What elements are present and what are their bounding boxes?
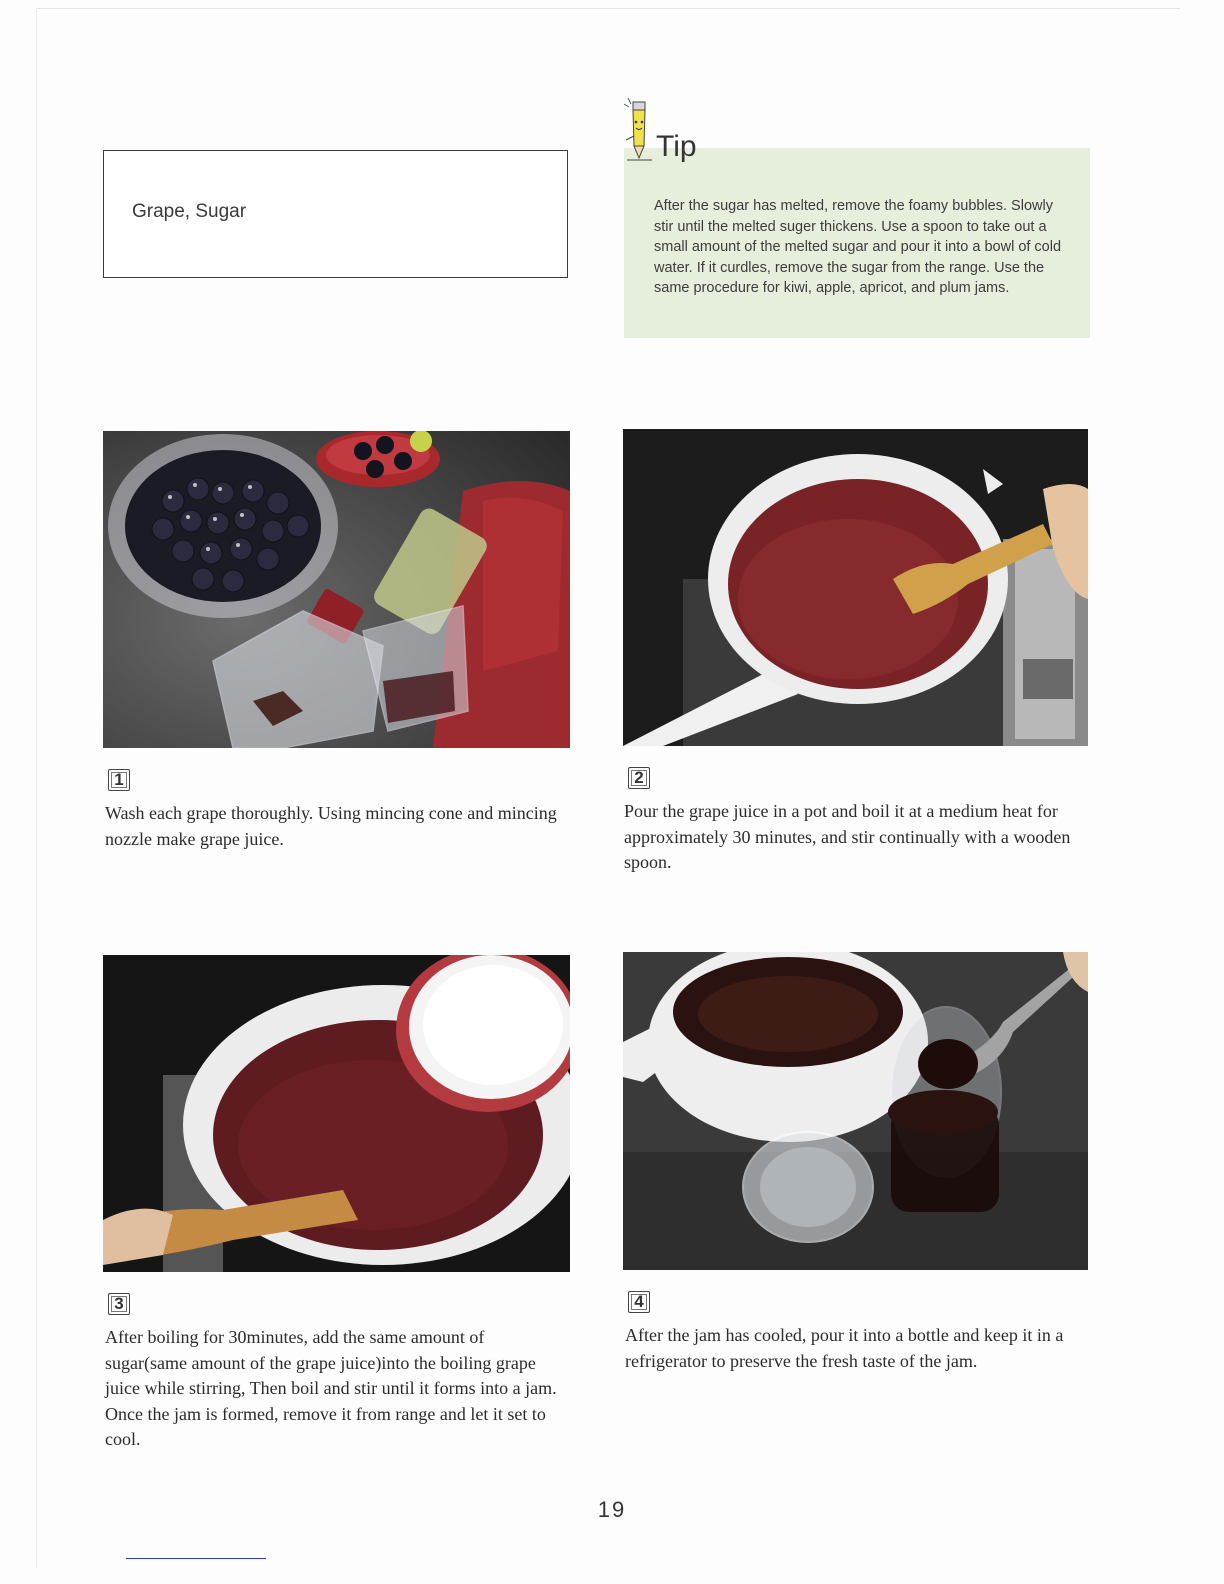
step-3-text: After boiling for 30minutes, add the same amount of sugar(same amount of the grape juice)into the boiling grape juice while stirring, Then boil and stir until it forms into a jam. Once the jam is formed, remove it from range and let it set to cool. [105, 1327, 557, 1449]
step-1-photo [103, 431, 570, 748]
tip-block [622, 96, 1092, 341]
step-4-text: After the jam has cooled, pour it into a bottle and keep it in a refrigerator to preserve the fresh taste of the jam. [625, 1325, 1064, 1371]
footer-rule [126, 1558, 266, 1559]
tip-title: Tip [656, 130, 697, 163]
page-edge-left [36, 8, 37, 1568]
step-2-number: 2 [628, 767, 650, 789]
page-edge-top [36, 8, 1180, 9]
ingredients-box [103, 150, 568, 278]
step-2-photo [623, 429, 1088, 746]
step-3-number: 3 [108, 1293, 130, 1315]
step-2-text: Pour the grape juice in a pot and boil it at a medium heat for approximately 30 minutes, and stir continually with a wooden spoon. [624, 801, 1071, 872]
step-1-number: 1 [108, 769, 130, 791]
tip-text: After the sugar has melted, remove the foamy bubbles. Slowly stir until the melted suger thickens. Use a spoon to take out a small amount of the melted sugar and pour it into a bowl of cold water. If it curdles, remove the sugar from the range. Use the same procedure for kiwi, apple, apricot, and plum jams. [654, 198, 1062, 296]
step-4-number: 4 [628, 1291, 650, 1313]
step-4-photo [623, 952, 1088, 1270]
page-number: 19 [597, 1497, 627, 1522]
step-3-photo [103, 955, 570, 1272]
step-1-text: Wash each grape thoroughly. Using mincing cone and mincing nozzle make grape juice. [105, 803, 557, 849]
ingredients-text: Grape, Sugar [132, 201, 247, 222]
